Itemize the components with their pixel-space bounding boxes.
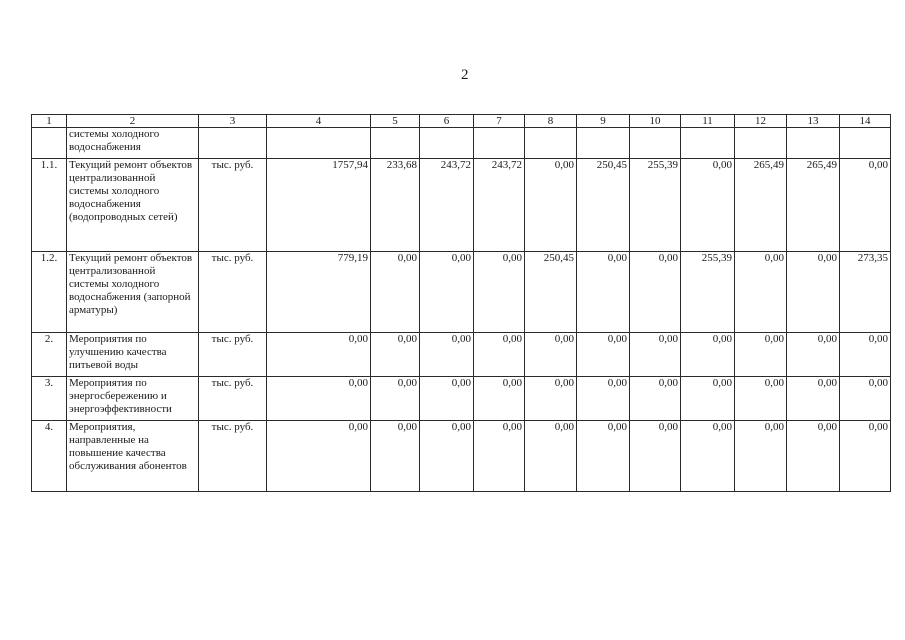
- header-cell: 13: [787, 115, 840, 128]
- value-cell: 0,00: [474, 377, 525, 421]
- value-cell: 0,00: [420, 377, 474, 421]
- unit-cell: тыс. руб.: [199, 159, 267, 252]
- header-cell: 12: [735, 115, 787, 128]
- value-cell: 255,39: [681, 252, 735, 333]
- row-name-cell: Текущий ремонт объектов централизованной системы холодного водоснабжения (водопроводных сетей): [67, 159, 199, 252]
- continuation-row: [32, 128, 891, 159]
- value-cell: 0,00: [474, 252, 525, 333]
- value-cell: [371, 128, 420, 159]
- value-cell: 0,00: [577, 333, 630, 377]
- value-cell: 0,00: [787, 333, 840, 377]
- value-cell: 0,00: [267, 333, 371, 377]
- header-cell: 8: [525, 115, 577, 128]
- value-cell: 265,49: [787, 159, 840, 252]
- value-cell: [525, 128, 577, 159]
- value-cell: 1757,94: [267, 159, 371, 252]
- value-cell: 0,00: [681, 421, 735, 492]
- value-cell: [630, 128, 681, 159]
- value-cell: 0,00: [735, 252, 787, 333]
- value-cell: [681, 128, 735, 159]
- value-cell: [577, 128, 630, 159]
- row-number-cell: 3.: [32, 377, 67, 421]
- value-cell: 0,00: [371, 421, 420, 492]
- value-cell: 0,00: [840, 333, 891, 377]
- value-cell: 0,00: [630, 377, 681, 421]
- value-cell: 0,00: [840, 377, 891, 421]
- header-cell: 11: [681, 115, 735, 128]
- value-cell: 0,00: [787, 252, 840, 333]
- value-cell: 0,00: [787, 421, 840, 492]
- table-header-row: [32, 115, 891, 128]
- value-cell: [735, 128, 787, 159]
- header-cell: 2: [67, 115, 199, 128]
- value-cell: 0,00: [525, 421, 577, 492]
- value-cell: 255,39: [630, 159, 681, 252]
- header-cell: 7: [474, 115, 525, 128]
- unit-cell: [199, 128, 267, 159]
- unit-cell: тыс. руб.: [199, 377, 267, 421]
- value-cell: 0,00: [420, 333, 474, 377]
- header-cell: 4: [267, 115, 371, 128]
- value-cell: 0,00: [681, 159, 735, 252]
- table-row: [32, 252, 891, 333]
- header-cell: 5: [371, 115, 420, 128]
- table-row: [32, 333, 891, 377]
- value-cell: 243,72: [474, 159, 525, 252]
- table-row: [32, 377, 891, 421]
- unit-cell: тыс. руб.: [199, 421, 267, 492]
- header-cell: 1: [32, 115, 67, 128]
- page-number: 2: [461, 67, 469, 83]
- data-table: [31, 114, 891, 492]
- value-cell: 250,45: [577, 159, 630, 252]
- value-cell: [420, 128, 474, 159]
- value-cell: 0,00: [840, 159, 891, 252]
- row-number-cell: 1.2.: [32, 252, 67, 333]
- value-cell: 0,00: [787, 377, 840, 421]
- value-cell: [840, 128, 891, 159]
- header-cell: 6: [420, 115, 474, 128]
- value-cell: 0,00: [371, 252, 420, 333]
- row-name-cell: Мероприятия по улучшению качества питьевой воды: [67, 333, 199, 377]
- value-cell: 0,00: [577, 377, 630, 421]
- value-cell: 0,00: [681, 377, 735, 421]
- value-cell: [267, 128, 371, 159]
- value-cell: 0,00: [630, 421, 681, 492]
- value-cell: [474, 128, 525, 159]
- value-cell: 0,00: [474, 333, 525, 377]
- row-name-cell: Мероприятия по энергосбережению и энергоэффективности: [67, 377, 199, 421]
- value-cell: 0,00: [735, 421, 787, 492]
- value-cell: 0,00: [577, 252, 630, 333]
- value-cell: 273,35: [840, 252, 891, 333]
- value-cell: 265,49: [735, 159, 787, 252]
- value-cell: 0,00: [371, 333, 420, 377]
- value-cell: 243,72: [420, 159, 474, 252]
- value-cell: 0,00: [735, 333, 787, 377]
- header-cell: 14: [840, 115, 891, 128]
- value-cell: 0,00: [525, 333, 577, 377]
- table-row: [32, 421, 891, 492]
- row-number-cell: 2.: [32, 333, 67, 377]
- row-name-cell: Мероприятия, направленные на повышение качества обслуживания абонентов: [67, 421, 199, 492]
- value-cell: 0,00: [577, 421, 630, 492]
- value-cell: 0,00: [474, 421, 525, 492]
- value-cell: 0,00: [371, 377, 420, 421]
- value-cell: 0,00: [735, 377, 787, 421]
- row-number-cell: 4.: [32, 421, 67, 492]
- unit-cell: тыс. руб.: [199, 333, 267, 377]
- row-name-cell: Текущий ремонт объектов централизованной системы холодного водоснабжения (запорной арматуры): [67, 252, 199, 333]
- value-cell: 0,00: [681, 333, 735, 377]
- value-cell: [787, 128, 840, 159]
- value-cell: 0,00: [267, 377, 371, 421]
- value-cell: 0,00: [525, 159, 577, 252]
- value-cell: 0,00: [420, 421, 474, 492]
- header-cell: 9: [577, 115, 630, 128]
- value-cell: 0,00: [630, 333, 681, 377]
- value-cell: 0,00: [267, 421, 371, 492]
- value-cell: 0,00: [420, 252, 474, 333]
- row-number-cell: 1.1.: [32, 159, 67, 252]
- row-name-cell: системы холодного водоснабжения: [67, 128, 199, 159]
- row-number-cell: [32, 128, 67, 159]
- header-cell: 3: [199, 115, 267, 128]
- table-row: [32, 159, 891, 252]
- value-cell: 0,00: [525, 377, 577, 421]
- value-cell: 250,45: [525, 252, 577, 333]
- value-cell: 0,00: [840, 421, 891, 492]
- value-cell: 233,68: [371, 159, 420, 252]
- value-cell: 779,19: [267, 252, 371, 333]
- unit-cell: тыс. руб.: [199, 252, 267, 333]
- header-cell: 10: [630, 115, 681, 128]
- value-cell: 0,00: [630, 252, 681, 333]
